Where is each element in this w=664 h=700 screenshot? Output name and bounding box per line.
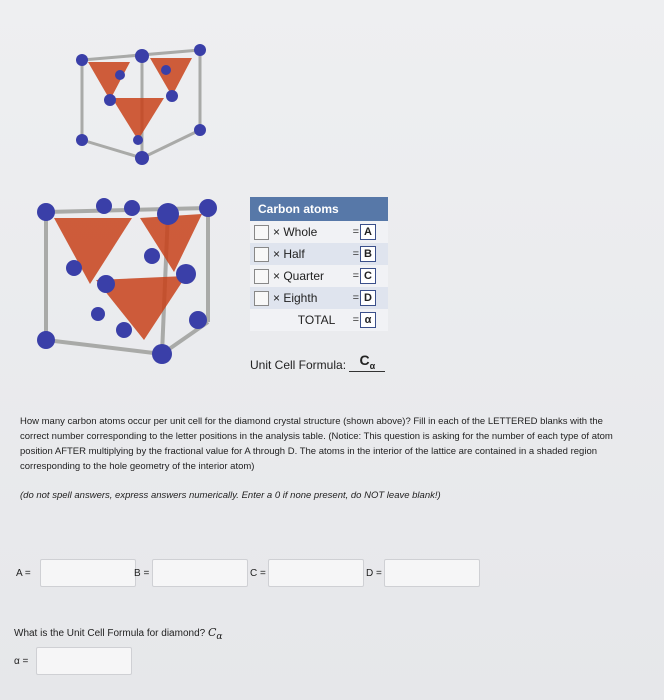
checkbox-eighth [254,291,269,306]
formula-subscript: α [369,360,376,371]
answer-alpha-input[interactable] [36,647,132,675]
question-text: How many carbon atoms occur per unit cell for the diamond crystal structure (shown above)? Fill in each of the LETTERED blanks with the correct number corresponding to the letter positions in the analysis table. (Notice: This question is asking for the number of each type of atom position AFTER multiplying by the fractional value for A through D. The atoms in the interior of the lattice are contained in a shaded region corresponding to the hole geometry of the interior atom) [20,416,613,472]
letter-box-c: C [360,268,376,284]
field-label-alpha: α = [14,656,29,667]
formula-label: Unit Cell Formula: [250,358,347,372]
formula-element: C [359,352,370,368]
equals-sign: = [352,270,359,282]
table-row [250,243,388,265]
crystal-structure-bottom [28,192,228,372]
row-label-quarter: × Quarter [273,269,325,284]
answer-b-input[interactable] [152,559,248,587]
field-label-c: C = [250,568,266,579]
table-row [250,287,388,309]
letter-box-d: D [360,290,376,306]
checkbox-half [254,247,269,262]
equals-sign: = [352,226,359,238]
row-label-half: × Half [273,247,305,262]
question-note: (do not spell answers, express answers numerically. Enter a 0 if none present, do NOT leave blank!) [20,490,441,501]
letter-box-alpha: α [360,312,376,328]
unit-cell-formula [250,352,385,376]
table-row [250,265,388,287]
answer-c-input[interactable] [268,559,364,587]
field-label-b: B = [134,568,150,579]
table-row [250,221,388,243]
formula-question-text: What is the Unit Cell Formula for diamond? [14,628,206,639]
answer-a-input[interactable] [40,559,136,587]
formula-question [14,626,223,642]
checkbox-whole [254,225,269,240]
crystal-structure-top [60,40,220,170]
table-header: Carbon atoms [250,197,388,221]
field-label-d: D = [366,568,382,579]
letter-box-a: A [360,224,376,240]
formula-value [349,352,385,372]
equals-sign: = [352,292,359,304]
row-label-whole: × Whole [273,225,318,240]
total-label: TOTAL [297,313,336,327]
formula-question-element: C [207,626,217,639]
row-label-eighth: × Eighth [273,291,318,306]
field-label-a: A = [16,568,31,579]
equals-sign: = [352,248,359,260]
carbon-atoms-table [250,197,388,331]
checkbox-quarter [254,269,269,284]
answer-d-input[interactable] [384,559,480,587]
formula-question-subscript: α [216,631,223,643]
equals-sign: = [352,314,359,326]
table-row-total [250,309,388,331]
letter-box-b: B [360,246,376,262]
